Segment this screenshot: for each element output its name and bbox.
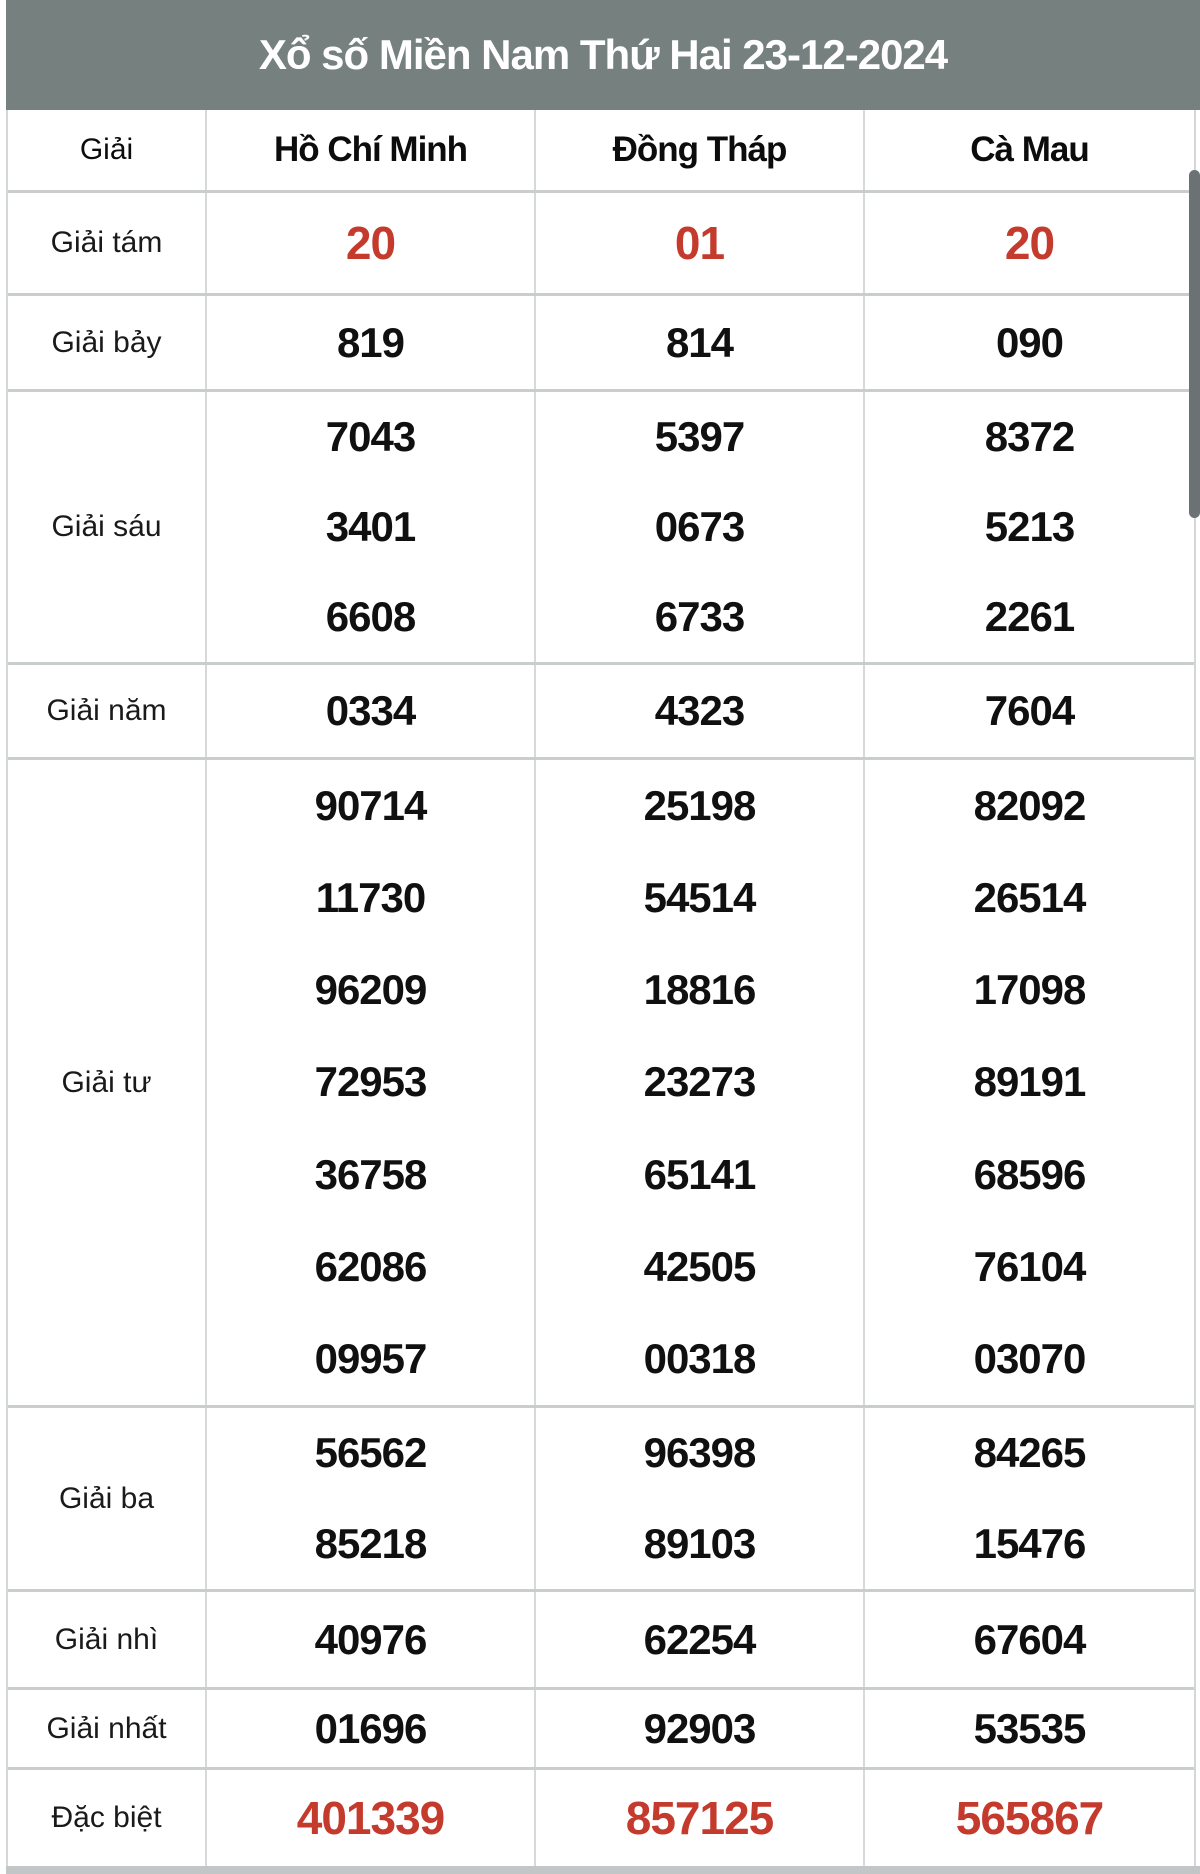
result-cell: [207, 1592, 536, 1687]
result-number: 01696: [314, 1704, 427, 1752]
page-title: Xổ số Miền Nam Thứ Hai 23-12-2024: [258, 31, 948, 78]
result-number: 89103: [643, 1519, 756, 1567]
result-cell: [207, 1408, 536, 1589]
result-cell: [865, 1690, 1194, 1767]
result-number: 6608: [325, 593, 416, 640]
table-row: [8, 296, 1194, 392]
table-row: [8, 1770, 1194, 1866]
result-number: 819: [336, 318, 405, 366]
result-cell: [865, 392, 1194, 662]
result-number: 20: [345, 217, 396, 269]
result-cell: [536, 1592, 865, 1687]
scrollbar-thumb[interactable]: [1189, 170, 1200, 518]
result-number: 4323: [654, 687, 745, 734]
prize-label: Giải sáu: [8, 392, 207, 662]
result-number: 09957: [314, 1334, 427, 1382]
table-row: [8, 1592, 1194, 1690]
prize-label: Giải nhì: [8, 1592, 207, 1687]
result-number: 5213: [984, 503, 1075, 550]
table-row: [8, 1690, 1194, 1770]
result-number: 54514: [643, 874, 756, 922]
result-cell: [536, 193, 865, 293]
table-row: [8, 193, 1194, 296]
result-number: 56562: [314, 1429, 427, 1477]
result-number: 72953: [314, 1058, 427, 1106]
result-cell: [865, 193, 1194, 293]
result-number: 15476: [973, 1519, 1086, 1567]
result-number: 401339: [296, 1792, 445, 1844]
result-cell: [536, 296, 865, 389]
result-cell: [865, 1408, 1194, 1589]
prize-label: Giải nhất: [8, 1690, 207, 1767]
result-cell: [536, 1408, 865, 1589]
results-table: [6, 110, 1196, 1866]
table-row: [8, 392, 1194, 665]
result-number: 11730: [315, 874, 426, 922]
result-number: 857125: [625, 1792, 774, 1844]
result-cell: [207, 665, 536, 757]
prize-label: Giải bảy: [8, 296, 207, 389]
result-number: 565867: [955, 1792, 1104, 1844]
result-cell: [536, 665, 865, 757]
result-number: 0334: [325, 687, 416, 734]
result-number: 62086: [314, 1242, 427, 1290]
result-number: 6733: [654, 593, 745, 640]
result-number: 62254: [643, 1615, 756, 1663]
result-cell: [207, 760, 536, 1405]
result-cell: [207, 1770, 536, 1866]
table-row: [8, 1408, 1194, 1592]
result-cell: [536, 1690, 865, 1767]
header-row: [8, 110, 1194, 193]
result-number: 90714: [314, 782, 427, 830]
result-number: 36758: [314, 1150, 427, 1198]
result-cell: [207, 193, 536, 293]
prize-label: Giải năm: [8, 665, 207, 757]
result-cell: [865, 1592, 1194, 1687]
result-number: 8372: [984, 413, 1075, 460]
result-cell: [865, 665, 1194, 757]
result-number: 40976: [314, 1615, 427, 1663]
result-number: 42505: [643, 1242, 756, 1290]
column-header-ho-chi-minh: Hồ Chí Minh: [207, 110, 536, 190]
result-number: 7604: [984, 687, 1075, 734]
title-bar: [6, 0, 1200, 110]
result-number: 96398: [643, 1429, 756, 1477]
result-number: 17098: [973, 966, 1086, 1014]
result-cell: [207, 392, 536, 662]
result-cell: [536, 1770, 865, 1866]
table-row: [8, 665, 1194, 760]
result-cell: [207, 1690, 536, 1767]
result-number: 92903: [643, 1704, 756, 1752]
result-number: 0673: [654, 503, 745, 550]
result-number: 89191: [973, 1058, 1086, 1106]
result-number: 85218: [314, 1519, 427, 1567]
result-number: 25198: [643, 782, 756, 830]
bottom-divider: [6, 1866, 1200, 1874]
result-number: 23273: [643, 1058, 756, 1106]
result-number: 7043: [325, 413, 416, 460]
prize-label: Giải ba: [8, 1408, 207, 1589]
result-cell: [865, 760, 1194, 1405]
result-number: 96209: [314, 966, 427, 1014]
result-number: 5397: [654, 413, 745, 460]
result-number: 01: [674, 217, 725, 269]
result-number: 090: [995, 318, 1064, 366]
result-number: 3401: [325, 503, 416, 550]
result-number: 26514: [973, 874, 1086, 922]
result-number: 53535: [973, 1704, 1086, 1752]
result-number: 18816: [643, 966, 756, 1014]
result-number: 20: [1004, 217, 1055, 269]
result-number: 814: [665, 318, 734, 366]
column-header-ca-mau: Cà Mau: [970, 130, 1089, 169]
result-cell: [865, 296, 1194, 389]
result-number: 82092: [973, 782, 1086, 830]
prize-label: Giải tám: [8, 193, 207, 293]
result-cell: [207, 296, 536, 389]
result-number: 76104: [973, 1242, 1086, 1290]
result-cell: [536, 760, 865, 1405]
prize-label: Giải tư: [8, 760, 207, 1405]
column-header-giai: Giải: [8, 110, 207, 190]
result-number: 2261: [984, 593, 1075, 640]
result-number: 84265: [973, 1429, 1086, 1477]
table-row: [8, 760, 1194, 1408]
result-cell: [865, 1770, 1194, 1866]
result-number: 00318: [643, 1334, 756, 1382]
result-number: 67604: [973, 1615, 1086, 1663]
result-number: 68596: [973, 1150, 1086, 1198]
prize-label: Đặc biệt: [8, 1770, 207, 1866]
result-number: 03070: [973, 1334, 1086, 1382]
column-header-dong-thap: Đồng Tháp: [536, 110, 865, 190]
result-number: 65141: [643, 1150, 756, 1198]
result-cell: [536, 392, 865, 662]
